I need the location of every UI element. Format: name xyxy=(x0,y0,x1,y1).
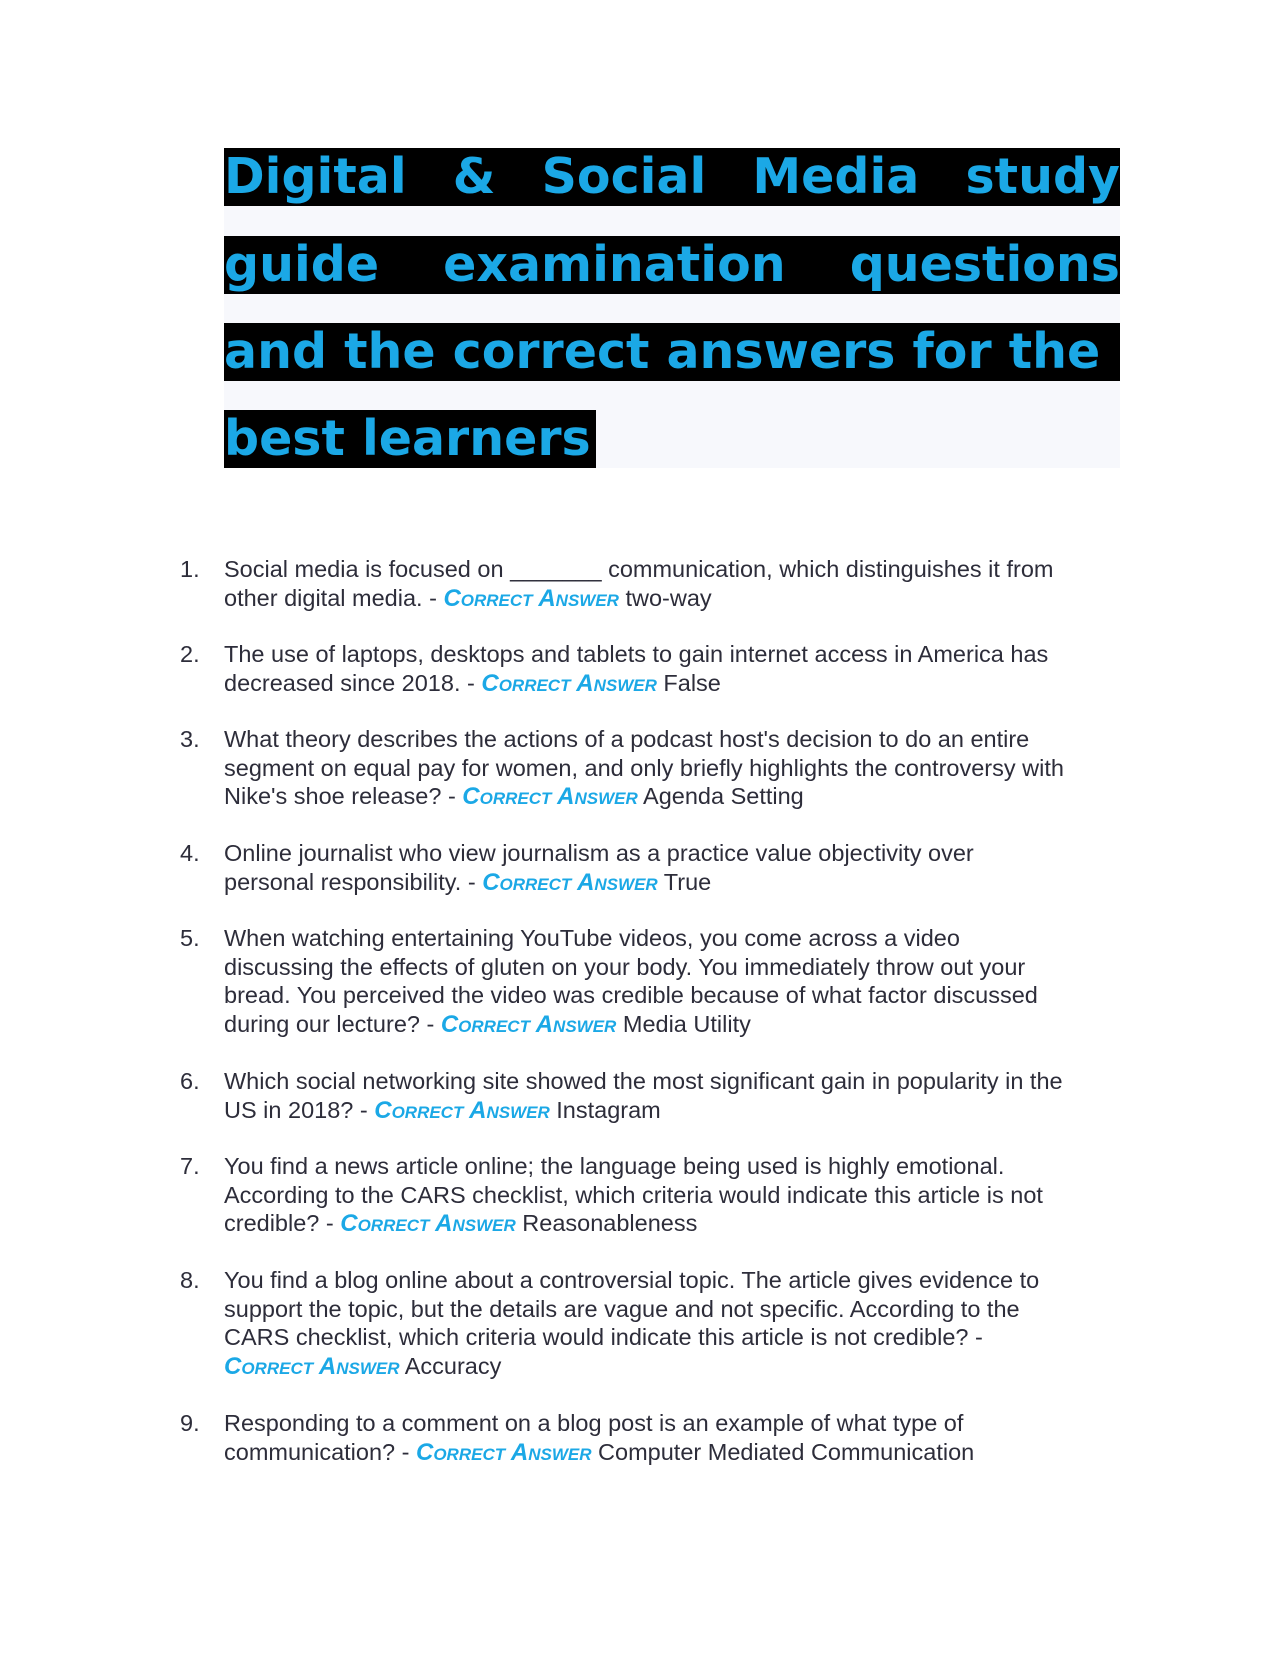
question-text: Social media is focused on _______ communication, which distinguishes it from other digital media. - Correct Answer two-way xyxy=(224,556,1054,612)
title-word: Digital xyxy=(224,148,407,205)
question-number: 7. xyxy=(180,1153,200,1179)
question-number: 1. xyxy=(180,556,200,582)
title-word: study xyxy=(965,148,1120,205)
correct-answer-label: Correct Answer xyxy=(482,868,658,896)
title-line-4 xyxy=(224,410,596,468)
correct-answer-label: Correct Answer xyxy=(440,1010,617,1038)
answer-text: False xyxy=(663,669,721,696)
question-number: 4. xyxy=(180,840,200,866)
answer-text: True xyxy=(663,868,712,895)
answer-text: two-way xyxy=(625,584,712,611)
answer-text: Reasonableness xyxy=(522,1210,698,1236)
question-number: 8. xyxy=(180,1267,200,1293)
title-word: guide xyxy=(224,236,380,293)
correct-answer-label: Correct Answer xyxy=(340,1210,516,1237)
title-text: best learners xyxy=(224,410,591,467)
title-line-2 xyxy=(224,236,1120,294)
title-word: Media xyxy=(752,148,920,205)
correct-answer-label: Correct Answer xyxy=(416,1438,592,1466)
correct-answer-label: Correct Answer xyxy=(443,584,619,612)
correct-answer-label: Correct Answer xyxy=(481,669,657,697)
question-number: 3. xyxy=(180,726,200,752)
question-text: Responding to a comment on a blog post is an example of what type of communication? - Correct Answer Computer Mediated Communication xyxy=(224,1410,975,1466)
question-number: 9. xyxy=(180,1410,200,1436)
question-number: 5. xyxy=(180,925,200,951)
title-word: examination xyxy=(443,236,786,293)
title-word: questions xyxy=(849,236,1120,293)
question-text: You find a blog online about a controversial topic. The article gives evidence to support the topic, but the details are vague and not specific. According to the CARS checklist, which criteria would indicate this article is not credible? - Correct Answer Accuracy xyxy=(224,1267,1040,1380)
correct-answer-label: Correct Answer xyxy=(224,1352,400,1380)
title-word: & xyxy=(452,148,496,205)
question-number: 2. xyxy=(180,641,200,667)
title-text: and the correct answers for the xyxy=(224,323,1101,380)
question-text: Online journalist who view journalism as a practice value objectivity over personal responsibility. - Correct Answer True xyxy=(224,840,974,896)
question-text: What theory describes the actions of a podcast host's decision to do an entire segment on equal pay for women, and only briefly highlights the controversy with Nike's shoe release? - Correct Answer Agenda Setting xyxy=(224,726,1064,810)
question-text: The use of laptops, desktops and tablets to gain internet access in America has decreased since 2018. - Correct Answer False xyxy=(224,641,1049,697)
correct-answer-label: Correct Answer xyxy=(374,1096,550,1124)
answer-text: Agenda Setting xyxy=(643,783,804,809)
question-text: You find a news article online; the language being used is highly emotional. According to the CARS checklist, which criteria would indicate this article is not credible? - Correct Answer Reasonableness xyxy=(224,1153,1043,1237)
question-text: When watching entertaining YouTube videos, you come across a video discussing the effects of gluten on your body. You immediately throw out your bread. You perceived the video was credible because of what factor discussed during our lecture? - Correct Answer Media Utility xyxy=(224,925,1038,1038)
correct-answer-label: Correct Answer xyxy=(462,783,638,810)
document-title xyxy=(224,148,1120,468)
title-line-3 xyxy=(224,323,1120,381)
question-text: Which social networking site showed the most significant gain in popularity in the US in 2018? - Correct Answer Instagram xyxy=(224,1068,1063,1124)
question-number: 6. xyxy=(180,1068,200,1094)
answer-text: Instagram xyxy=(556,1096,661,1123)
answer-text: Computer Mediated Communication xyxy=(598,1438,975,1465)
answer-text: Accuracy xyxy=(404,1352,502,1379)
answer-text: Media Utility xyxy=(622,1010,751,1037)
title-word: Social xyxy=(541,148,707,205)
title-line-1 xyxy=(224,148,1120,206)
